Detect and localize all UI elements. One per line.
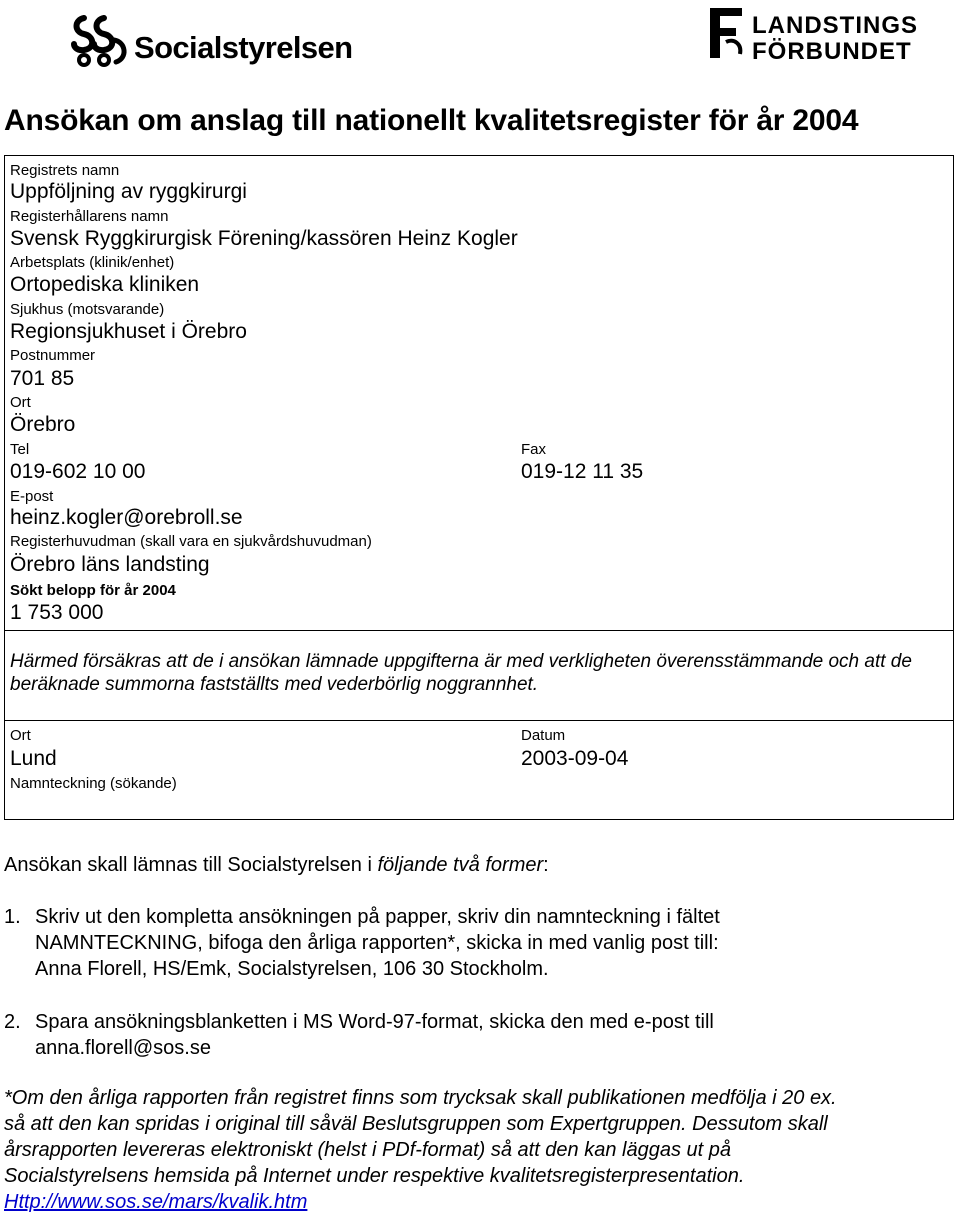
fax-label: Fax — [521, 441, 547, 458]
declaration-text: Härmed försäkras att de i ansökan lämnade uppgifterna är med verkligheten överensstämmande och att de beräknade summorna fastställts med vederbörlig noggrannhet. — [10, 651, 912, 695]
form-divider — [5, 720, 953, 721]
list-item-number: 1. — [4, 906, 21, 928]
postcode-label: Postnummer — [10, 347, 96, 364]
form-divider — [5, 630, 953, 631]
amount-field[interactable]: 1 753 000 — [10, 601, 104, 624]
footnote: *Om den årliga rapporten från registret finns som trycksak skall publikationen medfölja i 20 ex. så att den kan spridas i original till såväl Beslutsgruppen som Expertgruppen. Dessutom skall årsrapporten levereras elektroniskt (helst i PDf-format) så att den kan läggas ut på Socialstyrelsens hemsida på Internet under respektive kvalitetsregisterpresentation. Http://www.sos.se/mars/kvalik.htm — [4, 1087, 837, 1213]
list-item-number: 2. — [4, 1011, 21, 1033]
instruction-item-2: Spara ansökningsblanketten i MS Word-97-format, skicka den med e-post till anna.florell@sos.se — [35, 1011, 714, 1059]
date-field[interactable]: 2003-09-04 — [521, 747, 629, 770]
instructions-intro: Ansökan skall lämnas till Socialstyrelsen i följande två former: — [4, 854, 549, 876]
forbundet-text: FÖRBUNDET — [752, 38, 912, 65]
kvalik-link[interactable]: Http://www.sos.se/mars/kvalik.htm — [4, 1191, 308, 1213]
workplace-field[interactable]: Ortopediska kliniken — [10, 273, 200, 296]
signature-label: Namnteckning (sökande) — [10, 775, 177, 792]
city-label: Ort — [10, 394, 31, 411]
principal-field[interactable]: Örebro läns landsting — [10, 553, 210, 576]
city-field[interactable]: Örebro — [10, 413, 76, 436]
register-name-label: Registrets namn — [10, 162, 120, 179]
hospital-label: Sjukhus (motsvarande) — [10, 301, 165, 318]
postcode-field[interactable]: 701 85 — [10, 367, 75, 390]
amount-label: Sökt belopp för år 2004 — [10, 582, 176, 599]
signature-field[interactable] — [10, 794, 510, 814]
date-label: Datum — [521, 727, 566, 744]
sign-city-label: Ort — [10, 727, 31, 744]
tel-field[interactable]: 019-602 10 00 — [10, 460, 146, 483]
holder-label: Registerhållarens namn — [10, 208, 169, 225]
fax-field[interactable]: 019-12 11 35 — [521, 460, 644, 483]
sign-city-field[interactable]: Lund — [10, 747, 57, 770]
holder-field[interactable]: Svensk Ryggkirurgisk Förening/kassören Heinz Kogler — [10, 227, 518, 250]
page-title: Ansökan om anslag till nationellt kvalitetsregister för år 2004 — [4, 104, 859, 137]
socialstyrelsen-emblem-icon — [70, 10, 132, 70]
socialstyrelsen-logo — [70, 10, 353, 70]
landstingsforbundet-emblem-icon — [704, 2, 748, 62]
socialstyrelsen-logo-text: Socialstyrelsen — [134, 30, 353, 65]
application-form — [4, 155, 954, 820]
email-field[interactable]: heinz.kogler@orebroll.se — [10, 506, 243, 529]
instruction-item-1: Skriv ut den kompletta ansökningen på papper, skriv din namnteckning i fältet NAMNTECKNING, bifoga den årliga rapporten*, skicka in med vanlig post till: Anna Florell, HS/Emk, Socialstyrelsen, 106 30 Stockholm. — [35, 906, 720, 980]
email-label: E-post — [10, 488, 54, 505]
principal-label: Registerhuvudman (skall vara en sjukvårdshuvudman) — [10, 533, 372, 550]
tel-label: Tel — [10, 441, 30, 458]
landstingsforbundet-logo — [700, 2, 960, 68]
hospital-field[interactable]: Regionsjukhuset i Örebro — [10, 320, 247, 343]
workplace-label: Arbetsplats (klinik/enhet) — [10, 254, 175, 271]
landstings-text: LANDSTINGS — [752, 12, 918, 39]
register-name-field[interactable]: Uppföljning av ryggkirurgi — [10, 180, 247, 203]
